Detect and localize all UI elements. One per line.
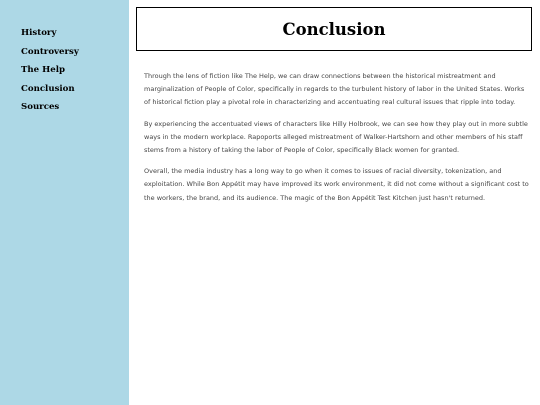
nav-link-controversy[interactable]: Controversy (21, 46, 79, 57)
paragraph-2: By experiencing the accentuated views of characters like Hilly Holbrook, we can see how they play out in more subtle ways in the modern workplace. Rapoports alleged mistreatment of Walker-Hartshorn and other members of his staff stems from a history of taking the labor of People of Color, specifically Black women for granted. (144, 119, 528, 155)
page-title-box (136, 7, 532, 51)
paragraph-3: Overall, the media industry has a long way to go when it comes to issues of racial diversity, tokenization, and exploitation. While Bon Appétit may have improved its work environment, it did not come without a significant cost to the workers, the brand, and its audience. The magic of the Bon Appétit Test Kitchen just hasn't returned. (144, 167, 529, 202)
main-content (144, 70, 530, 213)
nav-link-sources[interactable]: Sources (21, 102, 60, 112)
nav-link-the-help[interactable]: The Help (21, 65, 65, 75)
page-title: Conclusion (282, 19, 386, 39)
paragraph-1: Through the lens of fiction like The Help, we can draw connections between the historical mistreatment and marginalization of People of Color, specifically in regards to the turbulent history of labor in the United States. Works of historical fiction play a pivotal role in characterizing and accentuating real cultural issues that ripple into today. (144, 72, 525, 107)
nav-link-history[interactable]: History (21, 28, 57, 38)
nav-link-conclusion[interactable]: Conclusion (21, 83, 75, 94)
sidebar (0, 0, 129, 405)
sidebar-nav (21, 24, 79, 117)
